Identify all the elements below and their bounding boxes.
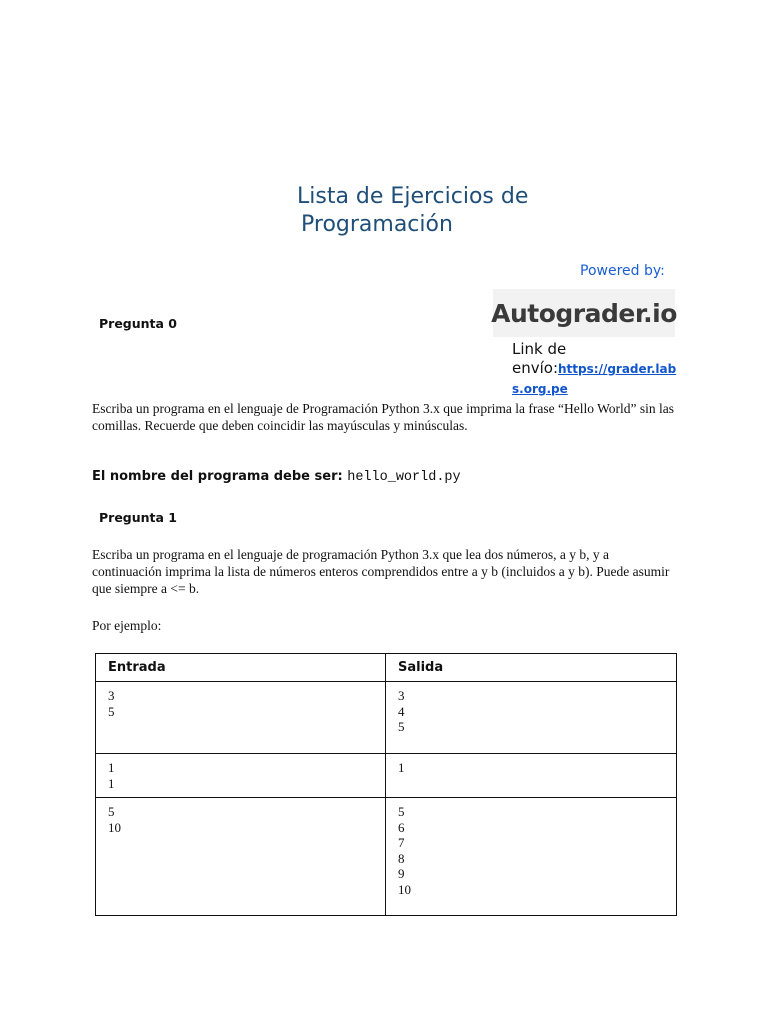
- header-entrada: Entrada: [96, 654, 386, 682]
- table-cell-output: 3 4 5: [386, 682, 677, 754]
- table-row: [96, 798, 677, 916]
- title-line-2: Programación: [301, 211, 453, 237]
- example-table: [95, 653, 677, 916]
- table-row: [96, 682, 677, 754]
- header-salida: Salida: [386, 654, 677, 682]
- submission-link-block: [512, 340, 684, 399]
- link-label-1: Link de: [512, 340, 567, 358]
- link-label-2: envío:: [512, 359, 559, 377]
- table-cell-input: 5 10: [96, 798, 386, 916]
- submission-link[interactable]: https://grader.labs.org.pe: [512, 362, 677, 396]
- program-name-label: El nombre del programa debe ser:: [92, 469, 343, 484]
- table-cell-input: 3 5: [96, 682, 386, 754]
- title-line-1: Lista de Ejercicios de: [297, 183, 529, 209]
- table-header-row: [96, 654, 677, 682]
- program-name: hello_world.py: [347, 470, 461, 485]
- program-name-line: [92, 469, 461, 485]
- table-cell-input: 1 1: [96, 754, 386, 798]
- autograder-logo: [493, 289, 675, 337]
- table-row: [96, 754, 677, 798]
- page-title: [297, 183, 617, 239]
- logo-text: Autograder.io: [491, 298, 677, 328]
- question-0-text: Escriba un programa en el lenguaje de Programación Python 3.x que imprima la frase “Hello World” sin las comillas. Recuerde que deben coincidir las mayúsculas y minúsculas.: [92, 401, 674, 433]
- example-label: Por ejemplo:: [92, 618, 162, 633]
- table-cell-output: 5 6 7 8 9 10: [386, 798, 677, 916]
- question-1-heading: Pregunta 1: [99, 510, 178, 525]
- question-1-text: Escriba un programa en el lenguaje de programación Python 3.x que lea dos números, a y b, y a continuación imprima la lista de números enteros comprendidos entre a y b (incluidos a y b). Puede asumir que siempre a <= b.: [92, 547, 670, 596]
- question-0-heading: Pregunta 0: [99, 316, 178, 331]
- powered-by-label: Powered by:: [580, 263, 665, 279]
- table-cell-output: 1: [386, 754, 677, 798]
